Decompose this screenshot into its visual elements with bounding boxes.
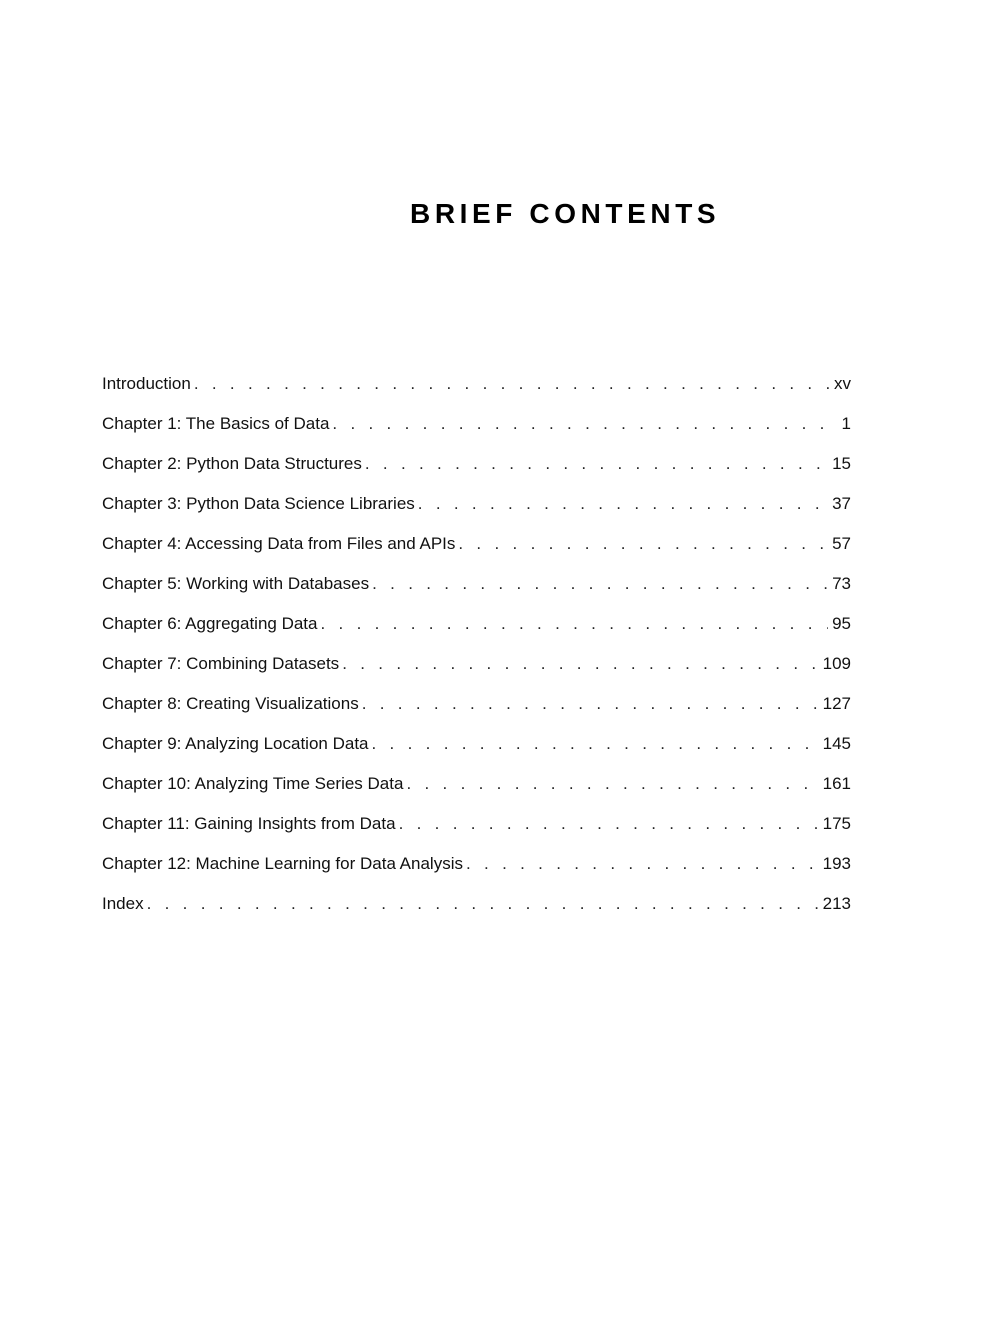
toc-dot-leader [147, 885, 819, 923]
toc-page-number: 37 [832, 494, 851, 513]
toc-entry [102, 845, 851, 885]
toc-dot-leader [342, 645, 818, 683]
toc-dot-leader [466, 845, 819, 883]
toc-dot-leader [372, 565, 828, 603]
toc-entry-title: Chapter 1: The Basics of Data [102, 414, 330, 433]
toc-entry [102, 565, 851, 605]
toc-page-number: 15 [832, 454, 851, 473]
toc-entry [102, 605, 851, 645]
toc-page-number: 57 [832, 534, 851, 553]
toc-page-number: 1 [841, 414, 851, 433]
toc-entry [102, 885, 851, 925]
toc-dot-leader [399, 805, 819, 843]
toc-entry [102, 725, 851, 765]
toc-entry [102, 445, 851, 485]
toc-entry-title: Chapter 10: Analyzing Time Series Data [102, 774, 404, 793]
toc-entry [102, 805, 851, 845]
toc-dot-leader [418, 485, 828, 523]
toc-entry-title: Chapter 12: Machine Learning for Data Analysis [102, 854, 463, 873]
toc-entry [102, 405, 851, 445]
toc-dot-leader [372, 725, 819, 763]
toc-page-number: 193 [822, 854, 851, 873]
toc-entry-title: Chapter 2: Python Data Structures [102, 454, 362, 473]
toc-entry-title: Chapter 11: Gaining Insights from Data [102, 814, 396, 833]
toc-entry [102, 525, 851, 565]
toc-dot-leader [365, 445, 828, 483]
toc-entry [102, 485, 851, 525]
toc-page-number: xv [834, 374, 851, 393]
toc-entry-title: Chapter 8: Creating Visualizations [102, 694, 359, 713]
toc-dot-leader [362, 685, 819, 723]
toc-dot-leader [406, 765, 818, 803]
toc-entry [102, 365, 851, 405]
toc-entry-title: Chapter 9: Analyzing Location Data [102, 734, 369, 753]
toc-page-number: 127 [822, 694, 851, 713]
toc-entry-title: Chapter 6: Aggregating Data [102, 614, 318, 633]
toc-entry-title: Chapter 4: Accessing Data from Files and APIs [102, 534, 456, 553]
toc-dot-leader [332, 405, 837, 443]
toc-page-number: 95 [832, 614, 851, 633]
toc-entry [102, 645, 851, 685]
toc-entry-title: Chapter 3: Python Data Science Libraries [102, 494, 415, 513]
toc-entry [102, 765, 851, 805]
toc-entry-title: Introduction [102, 374, 191, 393]
toc-entry-title: Index [102, 894, 144, 913]
page-title: BRIEF CONTENTS [410, 198, 721, 229]
toc-page-number: 73 [832, 574, 851, 593]
toc-page-number: 109 [822, 654, 851, 673]
toc-entry [102, 685, 851, 725]
table-of-contents [102, 365, 851, 925]
toc-page-number: 175 [822, 814, 851, 833]
toc-page-number: 145 [822, 734, 851, 753]
toc-dot-leader [320, 605, 828, 643]
toc-entry-title: Chapter 5: Working with Databases [102, 574, 370, 593]
toc-page-number: 213 [822, 894, 851, 913]
toc-dot-leader [194, 365, 830, 403]
toc-page-number: 161 [822, 774, 851, 793]
toc-dot-leader [458, 525, 828, 563]
toc-entry-title: Chapter 7: Combining Datasets [102, 654, 340, 673]
